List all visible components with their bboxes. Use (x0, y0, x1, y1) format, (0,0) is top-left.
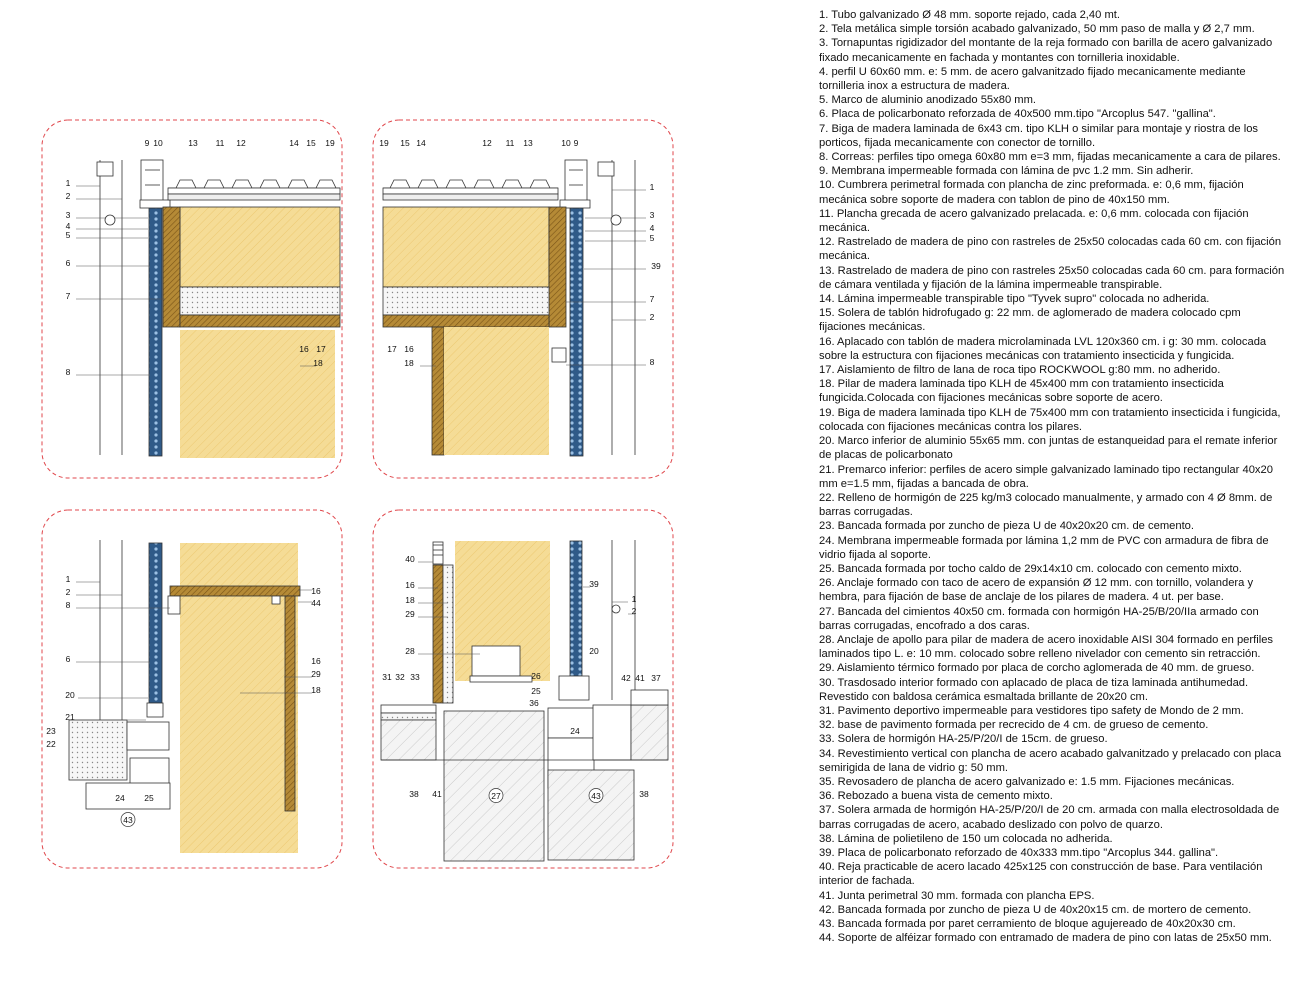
polycarbonate-panel (149, 543, 162, 703)
detail-tag: 2 (649, 312, 655, 322)
detail-tag: 43 (591, 791, 601, 801)
legend-item: 44. Soporte de alféizar formado con entramado de madera de pino con latas de 25x50 mm. (819, 932, 1272, 945)
legend-item: 8. Correas: perfiles tipo omega 60x80 mm e=3 mm, fijadas mecanicamente a cara de pilares. (819, 151, 1281, 164)
legend-item: 18. Pilar de madera laminada tipo KLH de 45x400 mm con tratamiento insecticida fungicida.Colocada con fijaciones mecánicas sobre soporte de acero. (819, 378, 1224, 405)
legend-list (819, 8, 1289, 945)
panel-top-left-drawing (76, 160, 340, 458)
detail-tag: 9 (573, 138, 579, 148)
detail-tag: 26 (531, 671, 541, 681)
detail-tag: 5 (649, 233, 655, 243)
detail-tag: 29 (311, 669, 321, 679)
detail-tag: 9 (144, 138, 150, 148)
legend-item: 1. Tubo galvanizado Ø 48 mm. soporte rejado, cada 2,40 mt. (819, 9, 1120, 21)
detail-tag: 19 (325, 138, 335, 148)
detail-tag: 41 (635, 673, 645, 683)
detail-tag: 3 (649, 210, 655, 220)
detail-tag: 8 (65, 367, 71, 377)
legend-item: 24. Membrana impermeable formada por lámina 1,2 mm de PVC con armadura de fibra de vidrio fijada al soporte. (819, 534, 1269, 561)
detail-tag: 25 (531, 686, 541, 696)
detail-tag: 2 (65, 191, 71, 201)
detail-tag: 10 (153, 138, 163, 148)
detail-tag: 32 (395, 672, 405, 682)
detail-tag: 24 (115, 793, 125, 803)
legend-item: 32. base de pavimento formada per recrecido de 4 cm. de grueso de cemento. (819, 719, 1209, 732)
legend-item: 21. Premarco inferior: perfiles de acero simple galvanizado laminado tipo rectangular 40x20 mm e=1.5 mm, fijadas a bancada de obra. (819, 463, 1273, 490)
legend-item: 37. Solera armada de hormigón HA-25/P/20/I de 20 cm. armada con malla electrosoldada de barras corrugadas de acero, acabado deslizado con polvo de quarzo. (819, 804, 1280, 831)
detail-tag: 12 (482, 138, 492, 148)
detail-tag: 25 (144, 793, 154, 803)
detail-tag: 40 (405, 554, 415, 564)
legend-item: 40. Reja practicable de acero lacado 425x125 con construcción de base. Para ventilación interior de fachada. (819, 861, 1263, 888)
legend-item: 11. Plancha grecada de acero galvanizado prelacada. e: 0,6 mm. colocada con fijación mecánica. (819, 207, 1249, 235)
detail-tag: 16 (299, 344, 309, 354)
detail-tag: 11 (215, 138, 225, 148)
detail-tag: 2 (65, 587, 71, 597)
detail-tag: 18 (311, 685, 321, 695)
detail-tag: 39 (589, 579, 599, 589)
detail-tag: 20 (65, 690, 75, 700)
detail-tag: 10 (561, 138, 571, 148)
detail-tag: 13 (523, 138, 533, 148)
legend-item: 35. Revosadero de plancha de acero galvanizado e: 1.5 mm. Fijaciones mecánicas. (819, 775, 1235, 788)
legend-item: 27. Bancada del cimientos 40x50 cm. formada con hormigón HA-25/B/20/IIa armado con barras corrugadas, encofrado a dos caras. (819, 605, 1259, 632)
detail-tag: 12 (236, 138, 246, 148)
legend-item: 23. Bancada formada por zuncho de pieza U de 40x20x20 cm. de cemento. (819, 520, 1195, 533)
legend-item: 41. Junta perimetral 30 mm. formada con plancha EPS. (819, 889, 1095, 902)
polycarbonate-panel (570, 541, 582, 676)
legend-item: 43. Bancada formada por paret cerramiento de bloque agujereado de 40x20x30 cm. (819, 918, 1236, 930)
detail-tag: 37 (651, 673, 661, 683)
detail-tag: 14 (416, 138, 426, 148)
detail-tag: 1 (65, 574, 71, 584)
detail-tag: 36 (529, 698, 539, 708)
detail-tag: 22 (46, 739, 56, 749)
detail-tag: 39 (651, 261, 661, 271)
detail-tag: 15 (400, 138, 410, 148)
legend-item: 25. Bancada formada por tocho caldo de 29x14x10 cm. colocado con cemento mixto. (819, 562, 1242, 575)
detail-tag: 27 (491, 791, 501, 801)
detail-tag: 7 (649, 294, 655, 304)
glulam-beam (180, 207, 340, 287)
legend-item: 12. Rastrelado de madera de pino con rastreles de 25x50 colocadas cada 60 cm. con fijación mecánica. (819, 236, 1282, 263)
legend-item: 10. Cumbrera perimetral formada con plancha de zinc preformada. e: 0,6 mm, fijación mecánica sobre soporte de madera con tablon de pino de 40x150 mm. (819, 179, 1244, 206)
legend-item: 9. Membrana impermeable formada con lámina de pvc 1.2 mm. Sin adherir. (819, 165, 1194, 178)
detail-tag: 16 (405, 580, 415, 590)
detail-tag: 38 (639, 789, 649, 799)
legend-item: 4. perfil U 60x60 mm. e: 5 mm. de acero galvanitzado fijado mecanicamente mediante tornilleria inox a estructura de madera. (819, 65, 1246, 93)
detail-tag: 38 (409, 789, 419, 799)
legend-item: 22. Relleno de hormigón de 225 kg/m3 colocado manualmente, y armado con 4 Ø 8mm. de barras corrugadas. (819, 491, 1273, 519)
detail-tag: 16 (311, 586, 321, 596)
detail-tag: 3 (65, 210, 71, 220)
legend-item: 7. Biga de madera laminada de 6x43 cm. tipo KLH o similar para montaje y riostra de los porticos, fijada mecanicamente con conector de tornillo. (819, 122, 1259, 149)
detail-tag: 1 (65, 178, 71, 188)
detail-tag: 8 (649, 357, 655, 367)
detail-tag: 11 (505, 138, 515, 148)
detail-tag: 41 (432, 789, 442, 799)
panel-top-right-drawing (383, 160, 646, 456)
panel-bottom-left-drawing (69, 540, 312, 853)
detail-tag: 29 (405, 609, 415, 619)
legend-item: 31. Pavimento deportivo impermeable para vestidores tipo safety de Mondo de 2 mm. (819, 704, 1244, 717)
detail-tag: 24 (570, 726, 580, 736)
detail-tag: 18 (405, 595, 415, 605)
legend-item: 34. Revestimiento vertical con plancha de acero acabado galvanitzado y prelacado con placa semirigida de lana de vidrio g: 50 mm. (819, 747, 1282, 774)
detail-tag: 17 (316, 344, 326, 354)
detail-tag: 13 (188, 138, 198, 148)
detail-tag: 43 (123, 815, 133, 825)
detail-tag: 23 (46, 726, 56, 736)
legend-item: 39. Placa de policarbonato reforzado de 40x333 mm.tipo "Arcoplus 344. gallina". (819, 846, 1219, 859)
legend-item: 33. Solera de hormigón HA-25/P/20/I de 15cm. de grueso. (819, 733, 1108, 746)
detail-tag: 2 (631, 606, 637, 616)
detail-tag: 33 (410, 672, 420, 682)
legend-item: 14. Lámina impermeable transpirable tipo "Tyvek supro" colocada no adherida. (819, 293, 1210, 306)
detail-tag: 6 (65, 654, 71, 664)
legend-item: 19. Biga de madera laminada tipo KLH de 75x400 mm con tratamiento insecticida i fungicida, colocada con fijaciones mecánicas contra los pilares. (819, 406, 1281, 433)
polycarbonate-panel (149, 208, 162, 456)
detail-tag: 16 (404, 344, 414, 354)
detail-tag: 6 (65, 258, 71, 268)
legend-item: 20. Marco inferior de aluminio 55x65 mm. con juntas de estanqueidad para el remate inferior de placas de policarbonato (819, 435, 1278, 462)
detail-tag: 8 (65, 600, 71, 610)
detail-tag: 28 (405, 646, 415, 656)
glulam-beam (383, 207, 549, 287)
polycarbonate-panel (570, 208, 583, 456)
legend-item: 13. Rastrelado de madera de pino con rastreles 25x50 colocadas cada 60 cm. para formación de cámara ventilada y fijación de la lámina impermeable transpirable. (819, 264, 1285, 291)
detail-tag: 14 (289, 138, 299, 148)
detail-tag: 15 (306, 138, 316, 148)
detail-tag: 19 (379, 138, 389, 148)
detail-tag: 18 (313, 358, 323, 368)
legend-item: 38. Lámina de polietileno de 150 um colocada no adherida. (819, 832, 1113, 845)
legend-item: 29. Aislamiento térmico formado por placa de corcho aglomerada de 40 mm. de grueso. (819, 662, 1255, 675)
detail-tag: 31 (382, 672, 392, 682)
panel-bottom-right-drawing (381, 540, 668, 861)
legend-item: 15. Solera de tablón hidrofugado g: 22 mm. de aglomerado de madera colocado cpm fijaciones mecánicas. (819, 307, 1241, 334)
detail-tag: 4 (649, 223, 655, 233)
legend-item: 30. Trasdosado interior formado con aplacado de placa de tiza laminada antihumedad. Revestido con baldosa cerámica esmaltada brillante de 20x20 cm. (819, 676, 1249, 703)
legend-item: 3. Tornapuntas rigidizador del montante de la reja formado con barilla de acero galvanizado fixado mecanicamente en fachada y montantes con tornilleria inoxidable. (819, 37, 1273, 64)
detail-tag: 7 (65, 291, 71, 301)
detail-tag: 21 (65, 712, 75, 722)
legend-item: 17. Aislamiento de filtro de lana de roca tipo ROCKWOOL g:80 mm. no adherido. (819, 364, 1221, 377)
detail-tag: 18 (404, 358, 414, 368)
detail-tag: 20 (589, 646, 599, 656)
detail-tag: 17 (387, 344, 397, 354)
detail-tag: 16 (311, 656, 321, 666)
legend-item: 2. Tela metálica simple torsión acabado galvanizado, 50 mm paso de malla y Ø 2,7 mm. (819, 23, 1255, 36)
legend-item: 5. Marco de aluminio anodizado 55x80 mm. (819, 94, 1037, 107)
legend-item: 6. Placa de policarbonato reforzada de 40x500 mm.tipo "Arcoplus 547. "gallina". (819, 108, 1216, 121)
legend-item: 42. Bancada formada por zuncho de pieza U de 40x20x15 cm. de mortero de cemento. (819, 903, 1252, 916)
detail-tag: 4 (65, 221, 71, 231)
legend-item: 16. Aplacado con tablón de madera microlaminada LVL 120x360 cm. i g: 30 mm. colocada sobre la estructura con fijaciones mecánicas con tratamiento insecticida y fungicida. (819, 335, 1267, 362)
legend-item: 36. Rebozado a buena vista de cemento mixto. (819, 790, 1053, 803)
detail-tag: 42 (621, 673, 631, 683)
legend-item: 26. Anclaje formado con taco de acero de expansión Ø 12 mm. con tornillo, volandera y hembra, para fijación de base de anclaje de los pilares de madera. 4 ut. per base. (819, 577, 1254, 604)
detail-tag: 1 (631, 594, 637, 604)
detail-tag: 1 (649, 182, 655, 192)
detail-tag: 5 (65, 230, 71, 240)
legend-item: 28. Anclaje de apollo para pilar de madera de acero inoxidable AISI 304 formado en perfiles laminados tipo L. e: 10 mm. colocado sobre relleno nivelador con cemento sin retracción. (819, 633, 1274, 661)
detail-tag: 44 (311, 598, 321, 608)
